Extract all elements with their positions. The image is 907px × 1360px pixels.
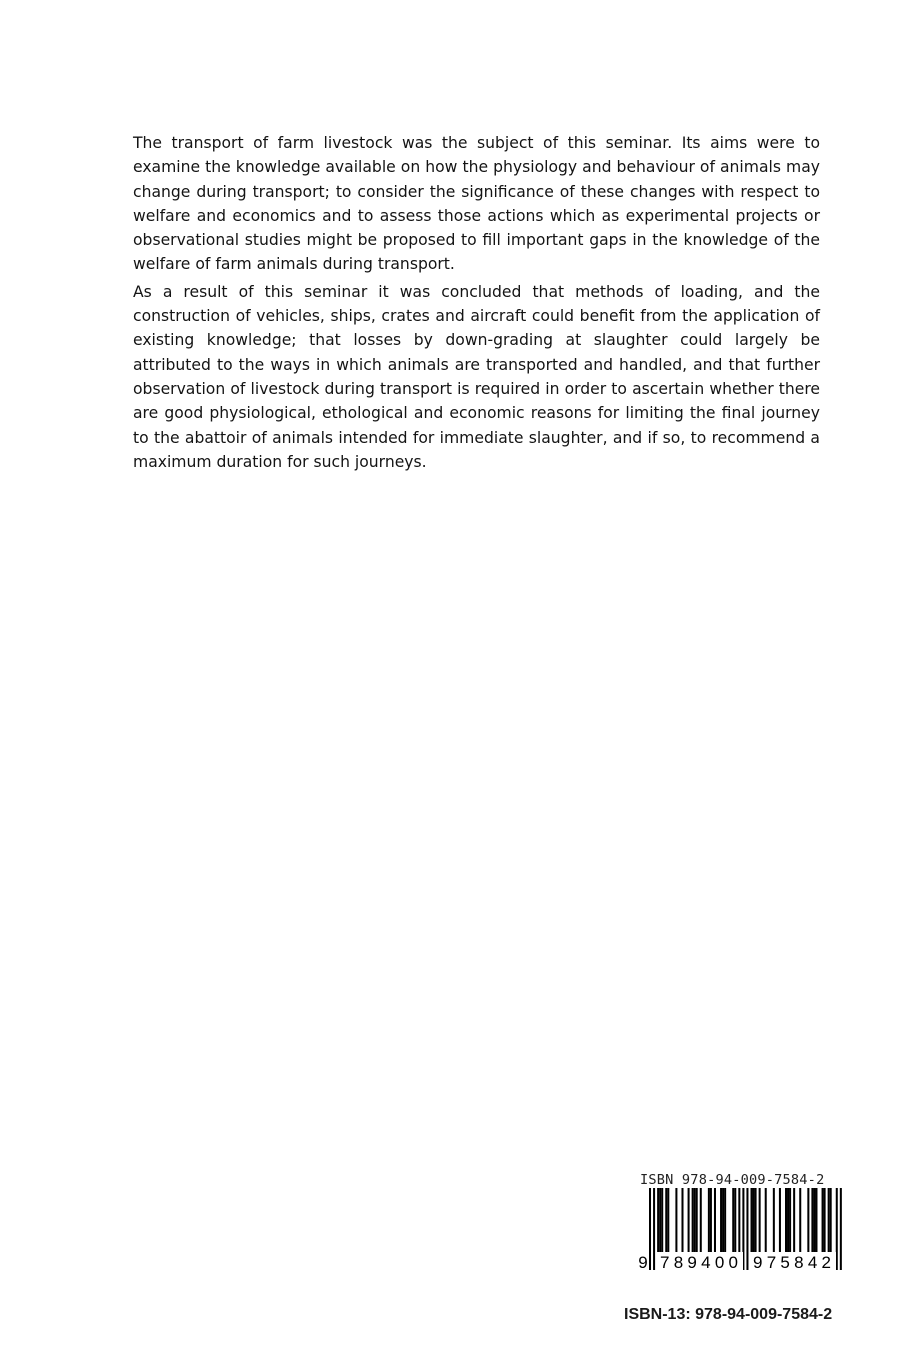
barcode-bar bbox=[694, 1188, 696, 1254]
barcode-bar bbox=[773, 1188, 775, 1254]
barcode-guard-bar bbox=[653, 1188, 655, 1270]
barcode-bar bbox=[692, 1188, 694, 1254]
barcode-bar bbox=[696, 1188, 698, 1254]
barcode-bar bbox=[813, 1188, 815, 1254]
barcode-bar bbox=[667, 1188, 669, 1254]
barcode-bar bbox=[807, 1188, 809, 1254]
barcode-bar bbox=[828, 1188, 830, 1254]
barcode-bar bbox=[793, 1188, 795, 1254]
barcode-bar bbox=[787, 1188, 789, 1254]
barcode-bar bbox=[732, 1188, 734, 1254]
barcode-bar bbox=[759, 1188, 761, 1254]
barcode-guard-bar bbox=[836, 1188, 838, 1270]
barcode-bar bbox=[708, 1188, 710, 1254]
barcode-bar bbox=[710, 1188, 712, 1254]
barcode-isbn-label: ISBN 978-94-009-7584-2 bbox=[640, 1172, 825, 1188]
barcode-guard-bar bbox=[649, 1188, 651, 1270]
isbn13-label: ISBN-13: 978-94-009-7584-2 bbox=[624, 1306, 833, 1323]
barcode-bar bbox=[822, 1188, 824, 1254]
barcode-bar bbox=[734, 1188, 736, 1254]
barcode-bar bbox=[755, 1188, 757, 1254]
barcode-bar bbox=[751, 1188, 753, 1254]
barcode-guard-bar bbox=[746, 1188, 748, 1270]
back-cover-blurb bbox=[133, 131, 820, 477]
barcode-bar bbox=[675, 1188, 677, 1254]
barcode-bar bbox=[765, 1188, 767, 1254]
barcode-bar bbox=[720, 1188, 722, 1254]
barcode-bar bbox=[738, 1188, 740, 1254]
barcode-bar bbox=[811, 1188, 813, 1254]
ean-right-digits: 975842 bbox=[753, 1253, 831, 1270]
blurb-paragraph-2: As a result of this seminar it was concluded that methods of loading, and the construction of vehicles, ships, crates and aircraft could benefit from the application of existing knowledge; that losses by down-grading at slaughter could largely be attributed to the ways in which animals are transported and handled, and that further observation of livestock during transport is required in order to ascertain whether there are good physiological, ethological and economic reasons for limiting the final journey to the abattoir of animals intended for immediate slaughter, and if so, to recommend a maximum duration for such journeys. bbox=[133, 282, 820, 471]
barcode-bar bbox=[799, 1188, 801, 1254]
barcode-bar bbox=[665, 1188, 667, 1254]
ean-left-digits: 789400 bbox=[660, 1253, 738, 1270]
ean-first-digit: 9 bbox=[638, 1253, 648, 1270]
barcode-bar bbox=[815, 1188, 817, 1254]
barcode-guard-bar bbox=[840, 1188, 842, 1270]
barcode-bar bbox=[753, 1188, 755, 1254]
barcode-bar bbox=[779, 1188, 781, 1254]
barcode-bar bbox=[785, 1188, 787, 1254]
barcode-bar bbox=[661, 1188, 663, 1254]
barcode-bar bbox=[688, 1188, 690, 1254]
barcode-bar bbox=[700, 1188, 702, 1254]
barcode-bar bbox=[657, 1188, 659, 1254]
barcode-bar bbox=[714, 1188, 716, 1254]
barcode-bar bbox=[830, 1188, 832, 1254]
barcode-bar bbox=[789, 1188, 791, 1254]
blurb-paragraph-1: The transport of farm livestock was the subject of this seminar. Its aims were to examine the knowledge available on how the physiology and behaviour of animals may change during transport; to consider the significance of these changes with respect to welfare and economics and to assess those actions which as experimental projects or observational studies might be proposed to fill important gaps in the knowledge of the welfare of farm animals during transport. bbox=[133, 134, 820, 274]
barcode-bar bbox=[722, 1188, 724, 1254]
barcode-bar bbox=[824, 1188, 826, 1254]
barcode-bar bbox=[681, 1188, 683, 1254]
ean-barcode bbox=[636, 1188, 851, 1270]
barcode-graphic bbox=[636, 1188, 851, 1270]
barcode-bar bbox=[659, 1188, 661, 1254]
barcode-bar bbox=[724, 1188, 726, 1254]
